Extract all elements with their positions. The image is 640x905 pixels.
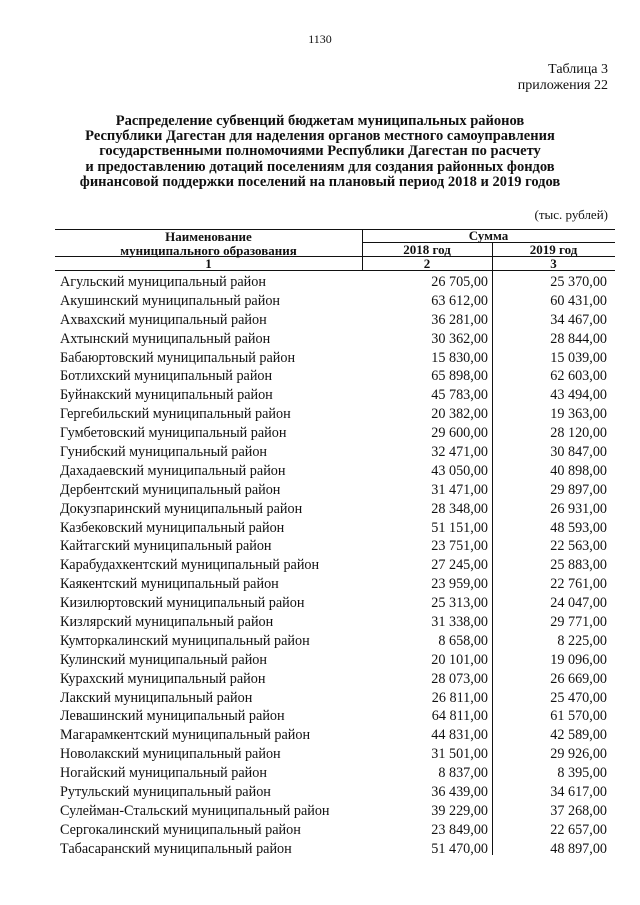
title-line: Распределение субвенций бюджетам муниципальных районов xyxy=(115,113,525,129)
table-row xyxy=(0,312,640,331)
table-row xyxy=(0,406,640,425)
header-year-2019: 2019 год xyxy=(529,242,578,257)
amount-2019: 48 897,00 xyxy=(550,840,607,857)
table-row xyxy=(0,708,640,727)
amount-2018: 36 439,00 xyxy=(431,784,488,801)
table-row xyxy=(0,576,640,595)
table-row xyxy=(0,746,640,765)
district-name: Буйнакский муниципальный район xyxy=(60,387,273,404)
table-row xyxy=(0,690,640,709)
amount-2018: 36 281,00 xyxy=(431,311,488,328)
table-row xyxy=(0,538,640,557)
amount-2019: 29 926,00 xyxy=(550,746,607,763)
table-row xyxy=(0,822,640,841)
district-name: Кулинский муниципальный район xyxy=(60,651,267,668)
district-name: Курахский муниципальный район xyxy=(60,670,266,687)
title-line: финансовой поддержки поселений на плановый период 2018 и 2019 годов xyxy=(79,173,561,190)
table-reference-line2: приложения 22 xyxy=(517,78,608,93)
table-row xyxy=(0,652,640,671)
header-col-number-1: 1 xyxy=(205,256,212,271)
district-name: Гергебильский муниципальный район xyxy=(60,406,291,423)
amount-2019: 29 897,00 xyxy=(550,481,607,498)
district-name: Лакский муниципальный район xyxy=(60,689,253,706)
title-line: и предоставлению дотаций поселениям для создания районных фондов xyxy=(85,158,555,175)
amount-2019: 24 047,00 xyxy=(550,595,607,612)
table-row xyxy=(0,387,640,406)
district-name: Кизилюртовский муниципальный район xyxy=(60,595,305,612)
amount-2019: 26 669,00 xyxy=(550,670,607,687)
amount-2019: 15 039,00 xyxy=(550,349,607,366)
header-sum: Сумма xyxy=(468,228,509,243)
amount-2018: 30 362,00 xyxy=(431,330,488,347)
amount-2018: 27 245,00 xyxy=(431,557,488,574)
amount-2018: 43 050,00 xyxy=(431,462,488,479)
amount-2018: 23 959,00 xyxy=(431,576,488,593)
amount-2019: 37 268,00 xyxy=(550,802,607,819)
table-row xyxy=(0,727,640,746)
document-title xyxy=(60,114,580,190)
header-col-number-3: 3 xyxy=(550,256,557,271)
amount-2018: 23 751,00 xyxy=(431,538,488,555)
district-name: Гунибский муниципальный район xyxy=(60,444,268,461)
amount-2019: 42 589,00 xyxy=(550,727,607,744)
district-name: Кумторкалинский муниципальный район xyxy=(60,632,310,649)
amount-2018: 26 705,00 xyxy=(431,274,488,290)
district-name: Рутульский муниципальный район xyxy=(60,784,271,801)
district-name: Агульский муниципальный район xyxy=(60,274,266,290)
amount-2019: 30 847,00 xyxy=(550,444,607,461)
amount-2019: 62 603,00 xyxy=(550,368,607,385)
table-reference-line1: Таблица 3 xyxy=(548,62,608,77)
amount-2019: 34 467,00 xyxy=(550,311,607,328)
amount-2018: 31 501,00 xyxy=(431,746,488,763)
district-name: Дахадаевский муниципальный район xyxy=(60,462,286,479)
units-note: (тыс. рублей) xyxy=(534,207,608,222)
amount-2018: 65 898,00 xyxy=(431,368,488,385)
district-name: Левашинский муниципальный район xyxy=(60,708,285,725)
district-name: Казбековский муниципальный район xyxy=(60,519,285,536)
district-name: Карабудахкентский муниципальный район xyxy=(60,557,320,574)
district-name: Кизлярский муниципальный район xyxy=(60,614,274,631)
amount-2019: 25 470,00 xyxy=(550,689,607,706)
amount-2018: 51 470,00 xyxy=(431,840,488,857)
amount-2019: 25 370,00 xyxy=(550,274,607,290)
amount-2018: 25 313,00 xyxy=(431,595,488,612)
district-name: Кайтагский муниципальный район xyxy=(60,538,272,555)
amount-2018: 51 151,00 xyxy=(431,519,488,536)
table-row xyxy=(0,784,640,803)
table-row xyxy=(0,841,640,860)
table-row xyxy=(0,557,640,576)
header-name-line2: муниципального образования xyxy=(120,243,297,258)
district-name: Акушинский муниципальный район xyxy=(60,292,281,309)
amount-2018: 31 471,00 xyxy=(431,481,488,498)
amount-2018: 31 338,00 xyxy=(431,614,488,631)
amount-2019: 34 617,00 xyxy=(550,784,607,801)
amount-2018: 64 811,00 xyxy=(431,708,488,725)
district-name: Каякентский муниципальный район xyxy=(60,576,279,593)
table-row xyxy=(0,274,640,293)
header-year-2018: 2018 год xyxy=(403,242,451,257)
amount-2019: 29 771,00 xyxy=(550,614,607,631)
district-name: Магарамкентский муниципальный район xyxy=(60,727,311,744)
amount-2018: 15 830,00 xyxy=(431,349,488,366)
amount-2019: 28 844,00 xyxy=(550,330,607,347)
table-row xyxy=(0,331,640,350)
table-row xyxy=(0,614,640,633)
amount-2019: 8 225,00 xyxy=(557,632,607,649)
table-row xyxy=(0,595,640,614)
amount-2019: 40 898,00 xyxy=(550,462,607,479)
table-row xyxy=(0,482,640,501)
district-name: Сулейман-Стальский муниципальный район xyxy=(60,802,330,819)
table-body xyxy=(0,274,640,860)
district-name: Ахтынский муниципальный район xyxy=(60,330,271,347)
amount-2019: 26 931,00 xyxy=(550,500,607,517)
amount-2019: 22 657,00 xyxy=(550,821,607,838)
amount-2019: 19 096,00 xyxy=(550,651,607,668)
district-name: Бабаюртовский муниципальный район xyxy=(60,349,296,366)
amount-2018: 8 837,00 xyxy=(438,765,488,782)
amount-2019: 22 563,00 xyxy=(550,538,607,555)
district-name: Ахвахский муниципальный район xyxy=(60,311,267,328)
table-row xyxy=(0,425,640,444)
district-name: Ботлихский муниципальный район xyxy=(60,368,273,385)
table-row xyxy=(0,501,640,520)
table-row xyxy=(0,633,640,652)
amount-2019: 28 120,00 xyxy=(550,425,607,442)
amount-2019: 19 363,00 xyxy=(550,406,607,423)
header-name-line1: Наименование xyxy=(165,229,252,244)
page-number: 1130 xyxy=(308,32,332,46)
table-row xyxy=(0,671,640,690)
amount-2019: 61 570,00 xyxy=(550,708,607,725)
title-line: государственными полномочиями Республики Дагестан по расчету xyxy=(99,143,541,160)
district-name: Табасаранский муниципальный район xyxy=(60,840,292,857)
table-row xyxy=(0,803,640,822)
table-row xyxy=(0,463,640,482)
district-name: Докузпаринский муниципальный район xyxy=(60,500,303,517)
amount-2018: 20 101,00 xyxy=(431,651,488,668)
district-name: Ногайский муниципальный район xyxy=(60,765,267,782)
amount-2018: 29 600,00 xyxy=(431,425,488,442)
amount-2018: 44 831,00 xyxy=(431,727,488,744)
amount-2018: 28 348,00 xyxy=(431,500,488,517)
table-row xyxy=(0,765,640,784)
table-row xyxy=(0,293,640,312)
amount-2018: 32 471,00 xyxy=(431,444,488,461)
amount-2018: 26 811,00 xyxy=(431,689,488,706)
header-col-number-2: 2 xyxy=(423,256,431,271)
table-reference xyxy=(518,62,608,94)
amount-2019: 43 494,00 xyxy=(550,387,607,404)
amount-2019: 8 395,00 xyxy=(557,765,607,782)
table-row xyxy=(0,350,640,369)
amount-2018: 39 229,00 xyxy=(431,802,488,819)
amount-2018: 63 612,00 xyxy=(431,292,488,309)
amount-2019: 22 761,00 xyxy=(550,576,607,593)
amount-2018: 45 783,00 xyxy=(431,387,488,404)
amount-2018: 20 382,00 xyxy=(431,406,488,423)
table-row xyxy=(0,444,640,463)
amount-2019: 48 593,00 xyxy=(550,519,607,536)
amount-2018: 23 849,00 xyxy=(431,821,488,838)
amount-2019: 25 883,00 xyxy=(550,557,607,574)
title-line: Республики Дагестан для наделения органов местного самоуправления xyxy=(85,128,555,145)
district-name: Новолакский муниципальный район xyxy=(60,746,281,763)
table-row xyxy=(0,520,640,539)
amount-2019: 60 431,00 xyxy=(550,292,607,309)
district-name: Сергокалинский муниципальный район xyxy=(60,821,301,838)
amount-2018: 8 658,00 xyxy=(438,632,488,649)
district-name: Дербентский муниципальный район xyxy=(60,481,281,498)
table-row xyxy=(0,368,640,387)
district-name: Гумбетовский муниципальный район xyxy=(60,425,287,442)
amount-2018: 28 073,00 xyxy=(431,670,488,687)
